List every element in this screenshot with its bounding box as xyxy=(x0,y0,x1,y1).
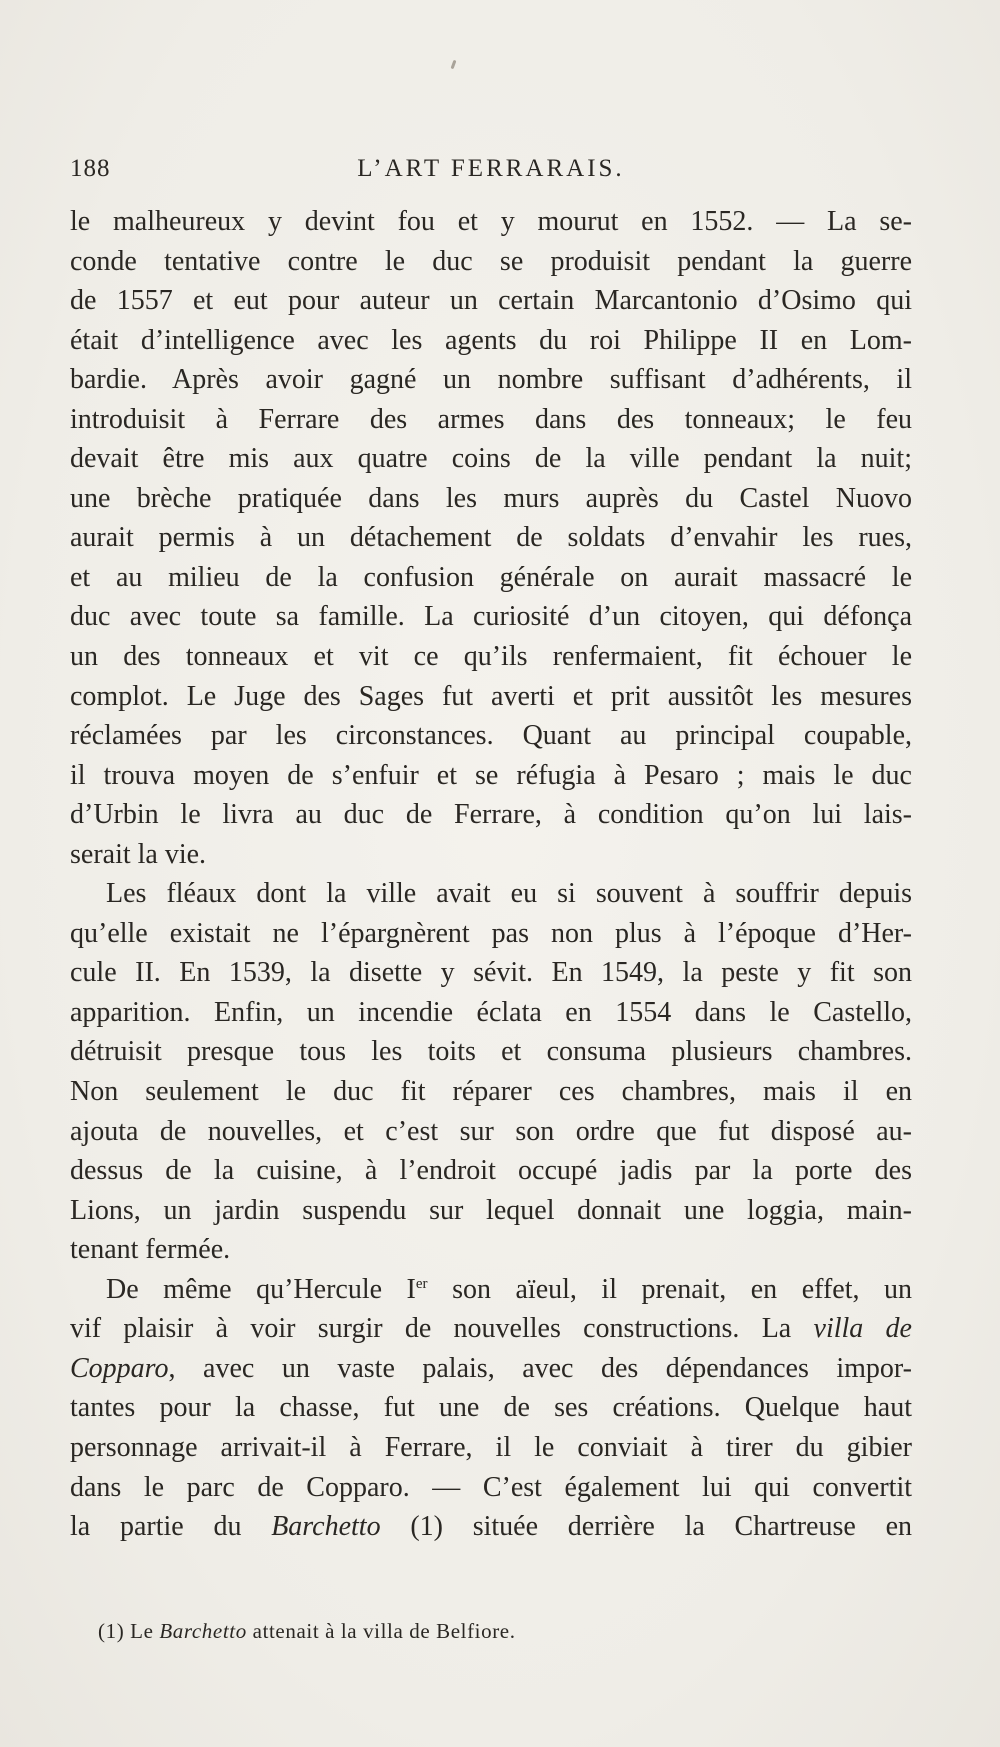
italic-text: Copparo xyxy=(70,1352,169,1384)
text-line: qu’elle existait ne l’épargnèrent pas non plus à l’époque d’Her- xyxy=(70,917,912,949)
text-line: une brèche pratiquée dans les murs auprès du Castel Nuovo xyxy=(70,482,912,514)
text-fragment: De même qu’Hercule I xyxy=(106,1273,416,1305)
text-line: était d’intelligence avec les agents du roi Philippe II en Lom- xyxy=(70,324,912,356)
text-line: un des tonneaux et vit ce qu’ils renfermaient, fit échouer le xyxy=(70,641,912,673)
text-line: bardie. Après avoir gagné un nombre suffisant d’adhérents, il xyxy=(70,364,912,396)
text-fragment: , avec un vaste palais, avec des dépendances impor- xyxy=(168,1352,912,1384)
text-line: personnage arrivait-il à Ferrare, il le conviait à tirer du gibier xyxy=(70,1431,912,1463)
footnote xyxy=(98,1619,898,1644)
text-line: de 1557 et eut pour auteur un certain Marcantonio d’Osimo qui xyxy=(70,285,912,317)
italic-text: villa de xyxy=(813,1313,912,1345)
text-fragment: attenait à la villa de Belfiore. xyxy=(246,1619,516,1643)
text-line: il trouva moyen de s’enfuir et se réfugia à Pesaro ; mais le duc xyxy=(70,759,912,791)
text-line: cule II. En 1539, la disette y sévit. En 1549, la peste y fit son xyxy=(70,957,912,989)
text-line xyxy=(70,1349,912,1389)
text-fragment: vif plaisir à voir surgir de nouvelles constructions. La xyxy=(70,1313,814,1345)
text-line: tenant fermée. xyxy=(70,1234,231,1266)
text-line: introduisit à Ferrare des armes dans des tonneaux; le feu xyxy=(70,403,912,435)
text-line: Lions, un jardin suspendu sur lequel donnait une loggia, main- xyxy=(70,1194,912,1226)
text-fragment: Le xyxy=(124,1619,160,1643)
text-line: ajouta de nouvelles, et c’est sur son ordre que fut disposé au- xyxy=(70,1115,912,1147)
footnote-marker: (1) xyxy=(98,1619,125,1643)
body-text xyxy=(70,202,912,1547)
text-line: dans le parc de Copparo. — C’est également lui qui convertit xyxy=(70,1471,912,1503)
text-line: serait la vie. xyxy=(70,838,207,870)
text-line: conde tentative contre le duc se produisit pendant la guerre xyxy=(70,245,912,277)
footnote-reference: (1) située derrière la Chartreuse en xyxy=(380,1511,912,1543)
text-line: dessus de la cuisine, à l’endroit occupé jadis par la porte des xyxy=(70,1155,912,1187)
text-line: d’Urbin le livra au duc de Ferrare, à condition qu’on lui lais- xyxy=(70,799,912,831)
paragraph-3 xyxy=(70,1270,912,1547)
ordinal-superscript: er xyxy=(415,1275,428,1292)
paragraph-1 xyxy=(70,202,912,874)
text-line: apparition. Enfin, un incendie éclata en 1554 dans le Castello, xyxy=(70,996,912,1028)
text-line: et au milieu de la confusion générale on aurait massacré le xyxy=(70,561,912,593)
italic-text: Barchetto xyxy=(271,1511,381,1543)
text-line: Non seulement le duc fit réparer ces chambres, mais il en xyxy=(70,1076,912,1108)
text-fragment: son aïeul, il prenait, en effet, un xyxy=(427,1273,913,1305)
text-line xyxy=(70,1270,912,1310)
text-line: Les fléaux dont la ville avait eu si souvent à souffrir depuis xyxy=(106,878,912,910)
text-line: tantes pour la chasse, fut une de ses créations. Quelque haut xyxy=(70,1392,912,1424)
text-line: le malheureux y devint fou et y mourut en 1552. — La se- xyxy=(70,206,912,237)
paragraph-2 xyxy=(70,874,912,1269)
italic-text: Barchetto xyxy=(159,1619,247,1643)
text-line xyxy=(70,1507,912,1547)
text-line: réclamées par les circonstances. Quant au principal coupable, xyxy=(70,720,912,752)
text-line: devait être mis aux quatre coins de la ville pendant la nuit; xyxy=(70,443,912,475)
text-line: aurait permis à un détachement de soldats d’envahir les rues, xyxy=(70,522,912,554)
running-title: L’ART FERRARAIS. xyxy=(357,155,625,182)
text-line: détruisit presque tous les toits et consuma plusieurs chambres. xyxy=(70,1036,912,1068)
page-header xyxy=(70,155,912,195)
text-fragment: la partie du xyxy=(70,1511,272,1543)
text-line xyxy=(70,1309,912,1349)
text-line: duc avec toute sa famille. La curiosité d’un citoyen, qui défonça xyxy=(70,601,912,633)
text-line: complot. Le Juge des Sages fut averti et prit aussitôt les mesures xyxy=(70,680,912,712)
paper-speck xyxy=(451,60,457,69)
page-number: 188 xyxy=(70,155,111,182)
